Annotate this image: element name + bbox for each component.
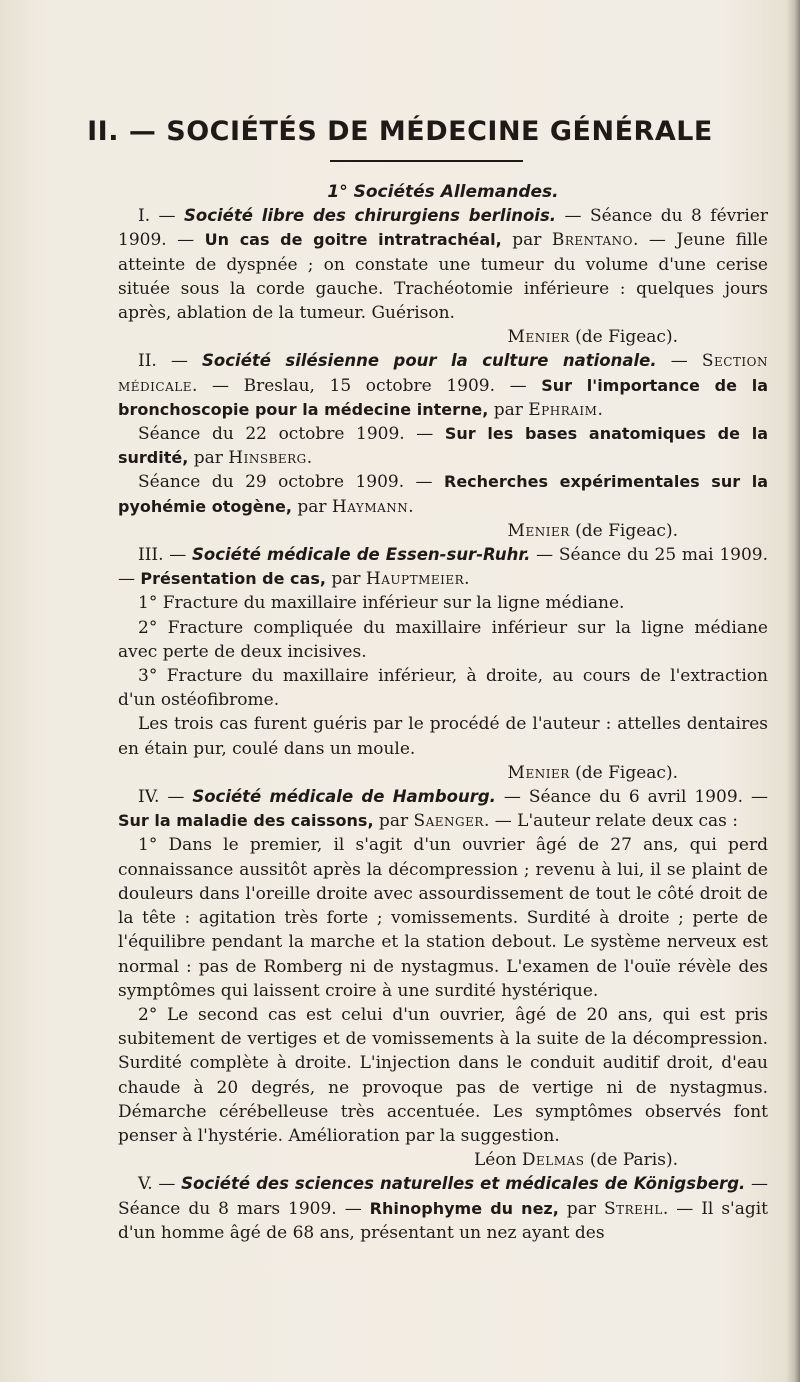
paragraph: Les trois cas furent guéris par le procédé de l'auteur : attelles dentaires en étain pur, coulé dans un moule. xyxy=(118,714,768,759)
author-name: Brentano xyxy=(551,230,633,251)
section-2: II. — Société silésienne pour la culture nationale. — Section médicale. — Breslau, 15 octobre 1909. — Sur l'importance de la bronchoscopie pour la médecine interne, par Ephraim. xyxy=(118,351,768,420)
article-title: Sur l'importance de la bronchoscopie pour la médecine interne, xyxy=(118,375,768,419)
section-2-paragraph: Séance du 29 octobre 1909. — Recherches expérimentales sur la pyohémie otogène, par Haymann. xyxy=(118,472,768,517)
society-name: Société silésienne pour la culture nationale. xyxy=(202,351,657,371)
list-item: 2° Fracture compliquée du maxillaire inférieur sur la ligne médiane avec perte de deux incisives. xyxy=(118,617,768,662)
author-name: Saenger xyxy=(413,811,484,832)
section-label: Section médicale xyxy=(118,351,768,396)
article-title: Sur les bases anatomiques de la surdité, xyxy=(118,424,768,468)
list-item: 1° Fracture du maxillaire inférieur sur la ligne médiane. xyxy=(138,593,625,614)
author-name: Haymann xyxy=(331,496,409,517)
society-name: Société libre des chirurgiens berlinois. xyxy=(184,206,557,226)
article-title: Un cas de goitre intratrachéal, xyxy=(204,230,502,250)
author-name: Strehl xyxy=(603,1198,663,1219)
section-3: III. — Société médicale de Essen-sur-Ruhr. — Séance du 25 mai 1909. — Présentation de cas, par Hauptmeier. xyxy=(118,545,769,590)
page-edge-shadow xyxy=(786,0,800,1382)
article-title: Recherches expérimentales sur la pyohémie otogène, xyxy=(118,472,768,516)
signature: Menier (de Figeac). xyxy=(507,762,678,783)
society-name: Société médicale de Essen-sur-Ruhr. xyxy=(192,545,531,565)
signature: Menier (de Figeac). xyxy=(507,327,678,348)
signature: Menier (de Figeac). xyxy=(507,520,678,541)
heading-rule xyxy=(330,160,523,162)
section-heading: II. — SOCIÉTÉS DE MÉDECINE GÉNÉRALE xyxy=(87,116,713,147)
society-name: Société des sciences naturelles et médicales de Königsberg. xyxy=(181,1174,746,1194)
case-paragraph: 1° Dans le premier, il s'agit d'un ouvrier âgé de 27 ans, qui perd connaissance aussitôt après la décompression ; revenu à lui, il se plaint de douleurs dans l'oreille droite avec assourdissement de tout le côté droit de la tête : agitation très forte ; vomissements. Surdité à droite ; perte de l'équilibre pendant la marche et la station debout. Le système nerveux est normal : pas de Romberg ni de nystagmus. L'examen de l'ouïe révèle des symptômes qui laissent croire à une surdité hystérique. xyxy=(118,835,768,1001)
case-paragraph: 2° Le second cas est celui d'un ouvrier, âgé de 20 ans, qui est pris subitement de vertiges et de vomissements à la suite de la décompression. Surdité complète à droite. L'injection dans le conduit auditif droit, d'eau chaude à 20 degrés, ne provoque pas de vertige ni de nystagmus. Démarche cérébelleuse très accentuée. Les symptômes observés font penser à l'hystérie. Amélioration par la suggestion. xyxy=(118,1004,768,1146)
article-title: Présentation de cas, xyxy=(140,569,326,589)
subheading: 1° Sociétés Allemandes. xyxy=(327,182,559,202)
section-4: IV. — Société médicale de Hambourg. — Séance du 6 avril 1909. — Sur la maladie des caissons, par Saenger. — L'auteur relate deux cas : xyxy=(118,787,768,832)
author-name: Ephraim xyxy=(528,399,598,420)
section-5: V. — Société des sciences naturelles et médicales de Königsberg. — Séance du 8 mars 1909. — Rhinophyme du nez, par Strehl. — Il s'agit d'un homme âgé de 68 ans, présentant un nez ayant des xyxy=(118,1174,769,1243)
section-1: I. — Société libre des chirurgiens berlinois. — Séance du 8 février 1909. — Un cas de goitre intratrachéal, par Brentano. — Jeune fille atteinte de dyspnée ; on constate une tumeur du volume d'une cerise située sous la corde gauche. Trachéotomie inférieure : quelques jours après, ablation de la tumeur. Guérison. xyxy=(118,206,768,324)
society-name: Société médicale de Hambourg. xyxy=(192,787,496,807)
author-name: Hinsberg xyxy=(228,448,307,469)
author-name: Hauptmeier xyxy=(365,569,465,590)
section-2-paragraph: Séance du 22 octobre 1909. — Sur les bases anatomiques de la surdité, par Hinsberg. xyxy=(118,424,768,469)
list-item: 3° Fracture du maxillaire inférieur, à droite, au cours de l'extraction d'un ostéofibrome. xyxy=(118,666,768,711)
article-title: Rhinophyme du nez, xyxy=(369,1198,559,1218)
article-title: Sur la maladie des caissons, xyxy=(118,811,374,831)
signature: Léon Delmas (de Paris). xyxy=(473,1150,678,1171)
body-text xyxy=(118,180,768,1245)
